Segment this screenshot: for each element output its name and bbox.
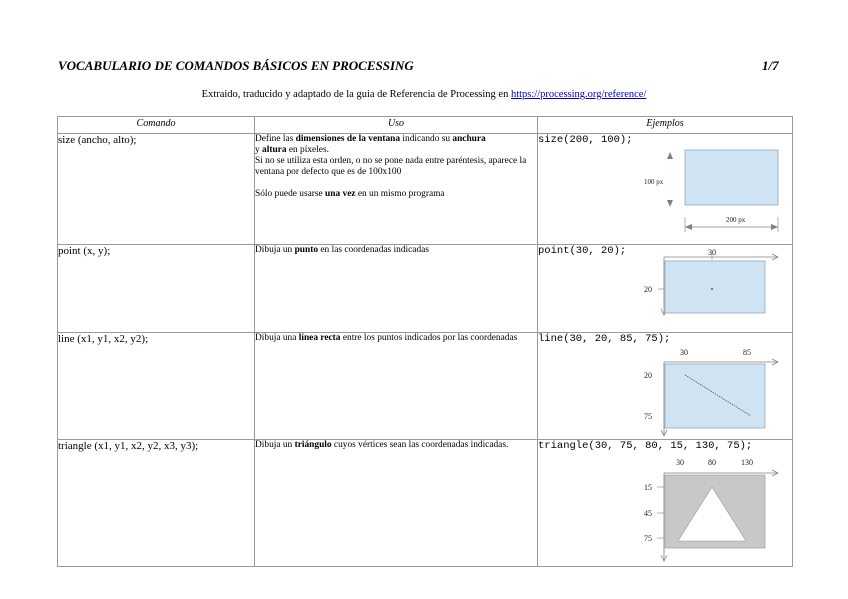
- y-label: 15: [644, 483, 652, 492]
- uso-cell: [255, 333, 538, 440]
- uso-text: Dibuja un punto en las coordenadas indicadas: [255, 245, 429, 255]
- example-figure-line: [538, 346, 783, 436]
- example-cell: [538, 134, 793, 245]
- uso-text: Define las dimensiones de la ventana indicando su anchura y altura en píxeles.: [255, 134, 486, 155]
- x-label: 30: [676, 458, 684, 467]
- column-header-uso: Uso: [255, 117, 538, 134]
- uso-cell: [255, 440, 538, 567]
- document-title: VOCABULARIO DE COMANDOS BÁSICOS EN PROCESSING: [58, 58, 414, 73]
- example-code: size(200, 100);: [538, 134, 633, 146]
- uso-text: Sólo puede usarse una vez en un mismo programa: [255, 189, 445, 199]
- example-cell: [538, 245, 793, 333]
- height-label: 100 px: [644, 178, 664, 186]
- example-figure-triangle: [538, 453, 783, 563]
- column-header-ejemplos: Ejemplos: [538, 117, 793, 134]
- table-row-triangle: [58, 440, 793, 567]
- y-label: 45: [644, 509, 652, 518]
- table-header-row: [58, 117, 793, 134]
- uso-text: Dibuja una línea recta entre los puntos indicados por las coordenadas: [255, 333, 518, 343]
- uso-text: Si no se utiliza esta orden, o no se pone nada entre paréntesis, aparece la ventana por defecto que es de 100x100: [255, 156, 527, 177]
- commands-table: [57, 116, 793, 567]
- canvas-rect: [685, 150, 778, 205]
- x-label: 80: [708, 458, 716, 467]
- width-label: 200 px: [726, 216, 746, 224]
- example-cell: [538, 440, 793, 567]
- x-label: 85: [743, 348, 751, 357]
- x-label: 30: [708, 248, 716, 257]
- x-label: 130: [741, 458, 753, 467]
- uso-cell: [255, 245, 538, 333]
- subtitle: [0, 89, 848, 100]
- example-figure-point: [538, 247, 783, 317]
- reference-link[interactable]: https://processing.org/reference/: [510, 89, 647, 100]
- command-cell: triangle (x1, y1, x2, y2, x3, y3);: [58, 440, 255, 567]
- command-cell: point (x, y);: [58, 245, 255, 333]
- column-header-comando: Comando: [58, 117, 255, 134]
- y-label: 20: [644, 285, 652, 294]
- command-cell: size (ancho, alto);: [58, 134, 255, 245]
- y-label: 20: [644, 371, 652, 380]
- uso-text: Dibuja un triángulo cuyos vértices sean las coordenadas indicadas.: [255, 440, 509, 450]
- example-cell: [538, 333, 793, 440]
- x-label: 30: [680, 348, 688, 357]
- uso-cell: [255, 134, 538, 245]
- example-figure-size: [538, 147, 783, 235]
- example-code: line(30, 20, 85, 75);: [538, 333, 671, 345]
- example-code: point(30, 20);: [538, 245, 627, 257]
- table-row-point: [58, 245, 793, 333]
- y-label: 75: [644, 534, 652, 543]
- example-code: triangle(30, 75, 80, 15, 130, 75);: [538, 440, 753, 452]
- table-row-size: [58, 134, 793, 245]
- command-cell: line (x1, y1, x2, y2);: [58, 333, 255, 440]
- subtitle-text: Extraido, traducido y adaptado de la guia de Referencia de Processing en: [201, 89, 511, 100]
- page-number: 1/7: [762, 58, 779, 73]
- table-row-line: [58, 333, 793, 440]
- y-label: 75: [644, 412, 652, 421]
